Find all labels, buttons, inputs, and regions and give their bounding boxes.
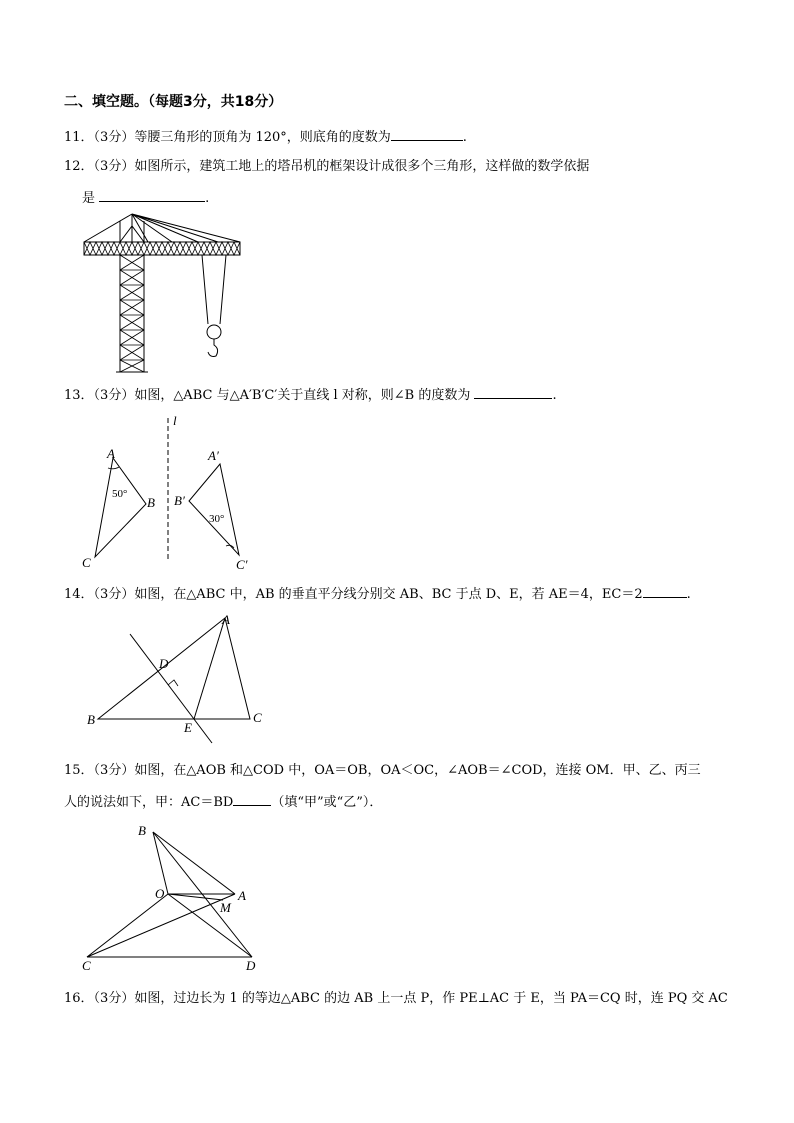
label-m-15: M: [220, 900, 231, 915]
question-12-line1: 12．（3分）如图所示，建筑工地上的塔吊机的框架设计成很多个三角形，这样做的数学依据: [64, 159, 590, 174]
label-b-prime: B′: [174, 493, 185, 508]
question-12-line2: 是 .: [82, 188, 209, 208]
answer-blank-12[interactable]: [99, 188, 205, 202]
label-a-15: A: [238, 888, 246, 903]
label-a: A: [107, 446, 115, 461]
perpendicular-bisector-figure: [82, 610, 272, 750]
triangle-a2b2c2: [189, 464, 239, 555]
rotation-figure: [78, 820, 278, 975]
angle-50: 50°: [112, 488, 128, 500]
question-15-line1: 15．（3分）如图，在△AOB 和△COD 中，OA＝OB，OA＜OC，∠AOB＝∠COD，连接 OM．甲、乙、丙三: [64, 763, 701, 778]
angle-30: 30°: [209, 513, 225, 525]
answer-blank-14[interactable]: [643, 584, 687, 598]
tower-crane-figure: [80, 212, 250, 380]
segment-ae: [194, 618, 225, 719]
answer-blank-13[interactable]: [474, 385, 552, 399]
question-14: 14．（3分）如图，在△ABC 中，AB 的垂直平分线分别交 AB、BC 于点 D、E，若 AE＝4，EC＝2 .: [64, 584, 691, 604]
question-14-text: 14．（3分）如图，在△ABC 中，AB 的垂直平分线分别交 AB、BC 于点 D、E，若 AE＝4，EC＝2: [64, 587, 643, 602]
question-15-line2: 人的说法如下，甲：AC＝BD （填“甲”或“乙”）．: [64, 792, 382, 812]
answer-blank-15[interactable]: [233, 792, 271, 806]
label-c-15: C: [82, 958, 91, 973]
question-16: 16．（3分）如图，过边长为 1 的等边△ABC 的边 AB 上一点 P，作 PE⊥AC 于 E，当 PA＝CQ 时，连 PQ 交 AC: [64, 991, 728, 1006]
label-c-14: C: [253, 710, 262, 725]
question-11: 11．（3分）等腰三角形的顶角为 120°，则底角的度数为 .: [64, 127, 467, 147]
answer-blank-11[interactable]: [391, 127, 463, 141]
label-b-15: B: [138, 823, 146, 838]
label-a-prime: A′: [208, 448, 219, 463]
question-13: 13．（3分）如图，△ABC 与△A′B′C′关于直线 l 对称，则∠B 的度数为 .: [64, 385, 557, 405]
label-c-prime: C′: [236, 557, 248, 572]
question-11-text: 11．（3分）等腰三角形的顶角为 120°，则底角的度数为: [64, 130, 391, 145]
label-c: C: [82, 555, 91, 570]
label-l: l: [173, 413, 177, 428]
triangle-abc: [95, 458, 146, 557]
label-d-15: D: [246, 958, 256, 973]
triangle-abc-14: [98, 618, 250, 719]
question-13-text: 13．（3分）如图，△ABC 与△A′B′C′关于直线 l 对称，则∠B 的度数为: [64, 388, 471, 403]
label-d-14: D: [159, 656, 169, 671]
label-o-15: O: [155, 886, 165, 901]
bisector-line: [130, 634, 212, 743]
section-title: 二、填空题。（每题3分，共18分）: [64, 94, 283, 110]
label-b-14: B: [87, 712, 95, 727]
label-b: B: [147, 495, 155, 510]
label-a-14: A: [222, 612, 230, 627]
label-e-14: E: [184, 720, 192, 735]
symmetry-figure: [78, 412, 268, 574]
